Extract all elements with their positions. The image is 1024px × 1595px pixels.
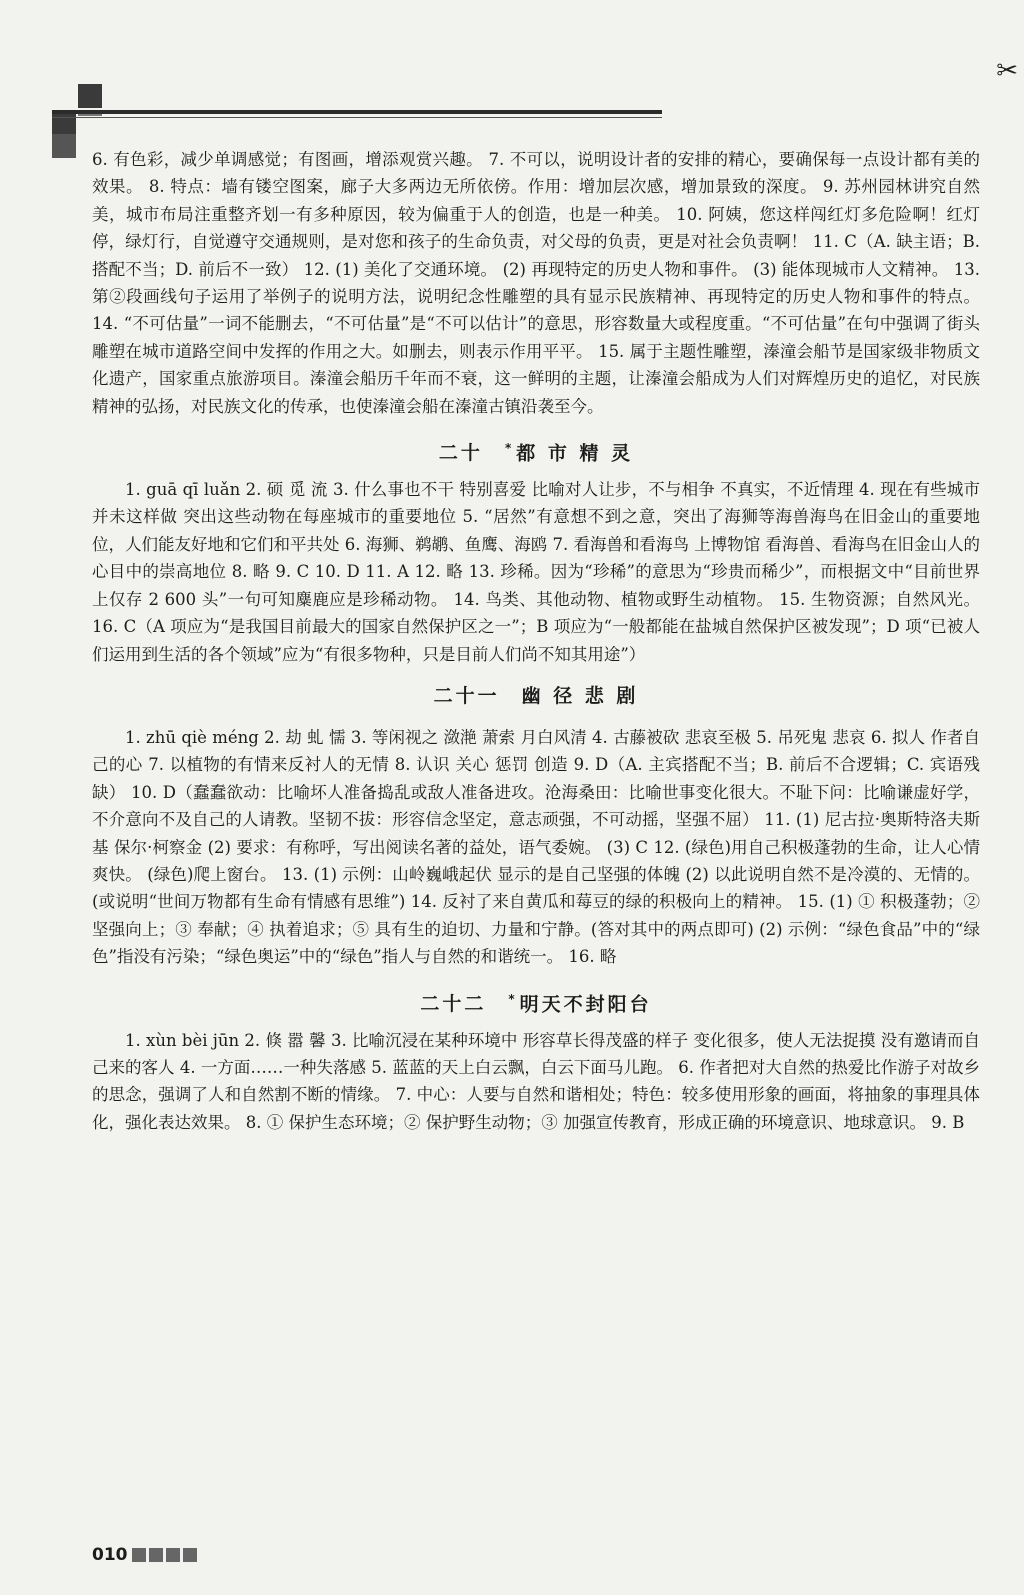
scissors-icon: ✂ — [996, 56, 1018, 86]
optional-star: * — [508, 991, 518, 1006]
section-number: 二十二 — [420, 992, 487, 1015]
footer-square — [166, 1548, 180, 1562]
section-name: 都 市 精 灵 — [516, 442, 634, 465]
header-rule — [52, 110, 662, 114]
page-number: 010 — [92, 1545, 128, 1565]
answer-content — [92, 146, 980, 1136]
optional-star: * — [504, 441, 515, 456]
section-body-21: 1. zhū qiè méng 2. 劫 虬 懦 3. 等闲视之 潋滟 萧索 月白风清 4. 古藤被砍 悲哀至极 5. 吊死鬼 悲哀 6. 拟人 作者自己的心 7. 以植物的有情来反衬人的无情 8. 认识 关心 惩罚 创造 9. D（A. 主宾搭配不当；B. 前后不合逻辑；C. 宾语残缺） 10. D（蠢蠢欲动：比喻坏人准备捣乱或敌人准备进攻。沧海桑田：比喻世事变化很大。不耻下问：比喻谦虚好学，不介意向不及自己的人请教。坚韧不拔：形容信念坚定，意志顽强，不可动摇，坚强不屈） 11. (1) 尼古拉·奥斯特洛夫斯基 保尔·柯察金 (2) 要求：有称呼，写出阅读名著的益处，语气委婉。 (3) C 12. (绿色)用自己积极蓬勃的生命，让人心情爽快。 (绿色)爬上窗台。 13. (1) 示例：山岭巍峨起伏 显示的是自己坚强的体魄 (2) 以此说明自然不是冷漠的、无情的。(或说明“世间万物都有生命有情感有思维”) 14. 反衬了来自黄瓜和莓豆的绿的积极向上的精神。 15. (1) ① 积极蓬勃；② 坚强向上；③ 奉献；④ 执着追求；⑤ 具有生的迫切、力量和宁静。(答对其中的两点即可) (2) 示例：“绿色食品”中的“绿色”指没有污染；“绿色奥运”中的“绿色”指人与自然的和谐统一。 16. 略 — [92, 727, 980, 967]
section-number: 二十一 — [433, 684, 500, 707]
section-title-22 — [92, 983, 980, 1015]
header-rule-thin — [52, 117, 662, 118]
section-name: 幽 径 悲 剧 — [521, 684, 639, 707]
footer-square — [132, 1548, 146, 1562]
footer-square — [149, 1548, 163, 1562]
section-body-20: 1. guā qī luǎn 2. 硕 觅 流 3. 什么事也不干 特别喜爱 比喻对人让步，不与相争 不真实，不近情理 4. 现在有些城市并未这样做 突出这些动物在每座城市的重要地位 5. “居然”有意想不到之意，突出了海狮等海兽海鸟在旧金山的重要地位，人们能友好地和它们和平共处 6. 海狮、鹈鹕、鱼鹰、海鸥 7. 看海兽和看海鸟 上博物馆 看海兽、看海鸟在旧金山人的心目中的崇高地位 8. 略 9. C 10. D 11. A 12. 略 13. 珍稀。因为“珍稀”的意思为“珍贵而稀少”，而根据文中“目前世界上仅存 2 600 头”一句可知麋鹿应是珍稀动物。 14. 鸟类、其他动物、植物或野生动植物。 15. 生物资源；自然风光。 16. C（A 项应为“是我国目前最大的国家自然保护区之一”；B 项应为“一般都能在盐城自然保护区被发现”；D 项“已被人们运用到生活的各个领域”应为“有很多物种，只是目前人们尚不知其用途”） — [92, 480, 980, 664]
answers-top-block: 6. 有色彩，减少单调感觉；有图画，增添观赏兴趣。 7. 不可以，说明设计者的安排的精心，要确保每一点设计都有美的效果。 8. 特点：墙有镂空图案，廊子大多两边无所依傍。作用：增加层次感，增加景致的深度。 9. 苏州园林讲究自然美，城市布局注重整齐划一有多种原因，较为偏重于人的创造，也是一种美。 10. 阿姨，您这样闯红灯多危险啊！红灯停，绿灯行，自觉遵守交通规则，是对您和孩子的生命负责，对父母的负责，更是对社会负责啊！ 11. C（A. 缺主语；B. 搭配不当；D. 前后不一致） 12. (1) 美化了交通环境。 (2) 再现特定的历史人物和事件。 (3) 能体现城市人文精神。 13. 第②段画线句子运用了举例子的说明方法，说明纪念性雕塑的具有显示民族精神、再现特定的历史人物和事件的特点。 14. “不可估量”一词不能删去，“不可估量”是“不可以估计”的意思，形容数量大或程度重。“不可估量”在句中强调了街头雕塑在城市道路空间中发挥的作用之大。如删去，则表示作用平平。 15. 属于主题性雕塑，溱潼会船节是国家级非物质文化遗产，国家重点旅游项目。溱潼会船历千年而不衰，这一鲜明的主题，让溱潼会船成为人们对辉煌历史的追忆，对民族精神的弘扬，对民族文化的传承，也使溱潼会船在溱潼古镇沿袭至今。 — [92, 150, 980, 416]
section-title-20 — [92, 432, 980, 464]
footer-square — [183, 1548, 197, 1562]
section-body-22: 1. xùn bèi jūn 2. 倏 嚣 馨 3. 比喻沉浸在某种环境中 形容草长得茂盛的样子 变化很多，使人无法捉摸 没有邀请而自己来的客人 4. 一方面……一种失落感 5. 蓝蓝的天上白云飘，白云下面马儿跑。 6. 作者把对大自然的热爱比作游子对故乡的思念，强调了人和自然割不断的情缘。 7. 中心：人要与自然和谐相处；特色：较多使用形象的画面，将抽象的事理具体化，强化表达效果。 8. ① 保护生态环境；② 保护野生动物；③ 加强宣传教育，形成正确的环境意识、地球意识。 9. B — [92, 1030, 980, 1132]
page-footer — [92, 1545, 200, 1565]
section-name: 明天不封阳台 — [519, 992, 652, 1015]
section-title-21 — [92, 680, 980, 712]
section-number: 二十 — [438, 442, 483, 465]
